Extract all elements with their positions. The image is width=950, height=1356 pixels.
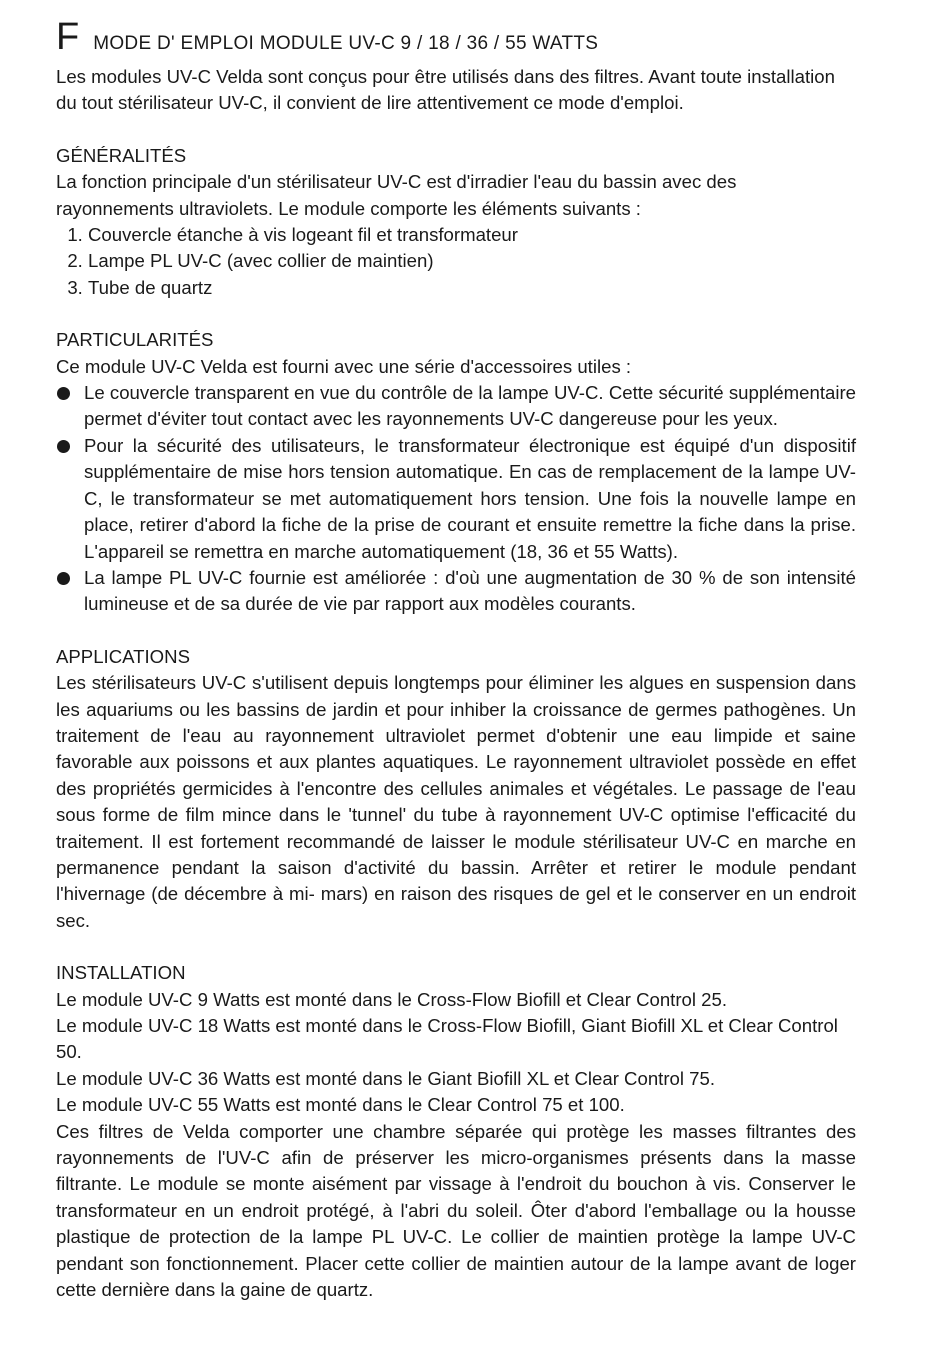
bullet-icon — [57, 572, 70, 585]
bullet-icon — [57, 387, 70, 400]
section-paragraph: Ce module UV-C Velda est fourni avec une série d'accessoires utiles : — [56, 355, 632, 377]
installation-line: Le module UV-C 18 Watts est monté dans le Cross-Flow Biofill, Giant Biofill XL et Clear Control 50. — [56, 1015, 838, 1063]
page-title: MODE D' EMPLOI MODULE UV-C 9 / 18 / 36 / 55 WATTS — [93, 33, 599, 54]
document-body — [56, 14, 856, 1303]
list-item-text: Pour la sécurité des utilisateurs, le transformateur électronique est équipé d'un dispositif supplémentaire de mise hors tension automatique. En cas de remplacement de la lampe UV-C, le transformateur se met automatiquement hors tension. Une fois la nouvelle lampe en place, retirer d'abord la fiche de la prise de courant et ensuite remettre la fiche dans la prise. L'appareil se remettra en marche automatiquement (18, 36 et 55 Watts). — [84, 434, 856, 562]
section-paragraph: La fonction principale d'un stérilisateur UV-C est d'irradier l'eau du bassin avec des rayonnements ultraviolets. Le module comporte les éléments suivants : — [56, 171, 737, 219]
section-particularites — [56, 327, 856, 617]
list-item: 2. Lampe PL UV-C (avec collier de maintien) — [88, 248, 856, 274]
section-installation — [56, 960, 856, 1303]
list-item — [56, 380, 856, 433]
list-item-text: La lampe PL UV-C fournie est améliorée : d'où une augmentation de 30 % de son intensité lumineuse et de sa durée de vie par rapport aux modèles courants. — [84, 566, 856, 615]
language-letter: F — [56, 16, 80, 58]
list-item — [56, 565, 856, 618]
installation-line: Le module UV-C 36 Watts est monté dans le Giant Biofill XL et Clear Control 75. — [56, 1067, 716, 1089]
section-heading: PARTICULARITÉS — [56, 329, 214, 351]
installation-line: Le module UV-C 9 Watts est monté dans le Cross-Flow Biofill et Clear Control 25. — [56, 988, 728, 1010]
title-row — [56, 14, 856, 56]
section-paragraph: Les stérilisateurs UV-C s'utilisent depuis longtemps pour éliminer les algues en suspension dans les aquariums ou les bassins de jardin et pour inhiber la croissance de germes pathogènes. Un traitement de l'eau au rayonnement ultraviolet permet d'obtenir une eau limpide et saine favorable aux poissons et aux plantes aquatiques. Le rayonnement ultraviolet possède en effet des propriétés germicides à l'encontre des cellules animales et végétales. Le passage de l'eau sous forme de film mince dans le 'tunnel' du tube à rayonnement UV-C optimise l'efficacité du traitement. Il est fortement recommandé de laisser le module stérilisateur UV-C en marche en permanence pendant la saison d'activité du bassin. Arrêter et retirer le module pendant l'hivernage (de décembre à mi- mars) en raison des risques de gel et le conserver en un endroit sec. — [56, 672, 856, 931]
section-applications — [56, 644, 856, 934]
section-heading: APPLICATIONS — [56, 645, 190, 667]
components-list — [56, 222, 856, 301]
installation-line: Le module UV-C 55 Watts est monté dans le Clear Control 75 et 100. — [56, 1094, 625, 1116]
bullet-icon — [57, 440, 70, 453]
features-list — [56, 380, 856, 618]
section-paragraph: Ces filtres de Velda comporter une chambre séparée qui protège les masses filtrantes des rayonnements de l'UV-C afin de préserver les micro-organismes présents dans la masse filtrante. Le module se monte aisément par vissage à l'endroit du bouchon à vis. Conserver le transformateur en un endroit protégé, à l'abri du soleil. Ôter d'abord l'emballage ou la housse plastique de protection de la lampe PL UV-C. Le collier de maintien protège la lampe UV-C pendant son fonctionnement. Placer cette collier de maintien autour de la lampe avant de loger cette dernière dans la gaine de quartz. — [56, 1120, 856, 1301]
section-generalites — [56, 143, 856, 301]
intro-paragraph: Les modules UV-C Velda sont conçus pour être utilisés dans des filtres. Avant toute installation du tout stérilisateur UV-C, il convient de lire attentivement ce mode d'emploi. — [56, 66, 835, 114]
list-item-text: Le couvercle transparent en vue du contrôle de la lampe UV-C. Cette sécurité supplémentaire permet d'éviter tout contact avec les rayonnements UV-C dangereuse pour les yeux. — [84, 382, 856, 430]
section-heading: INSTALLATION — [56, 962, 186, 984]
list-item: 3. Tube de quartz — [88, 275, 856, 301]
list-item — [56, 433, 856, 565]
section-heading: GÉNÉRALITÉS — [56, 144, 187, 166]
list-item: 1. Couvercle étanche à vis logeant fil et transformateur — [88, 222, 856, 248]
